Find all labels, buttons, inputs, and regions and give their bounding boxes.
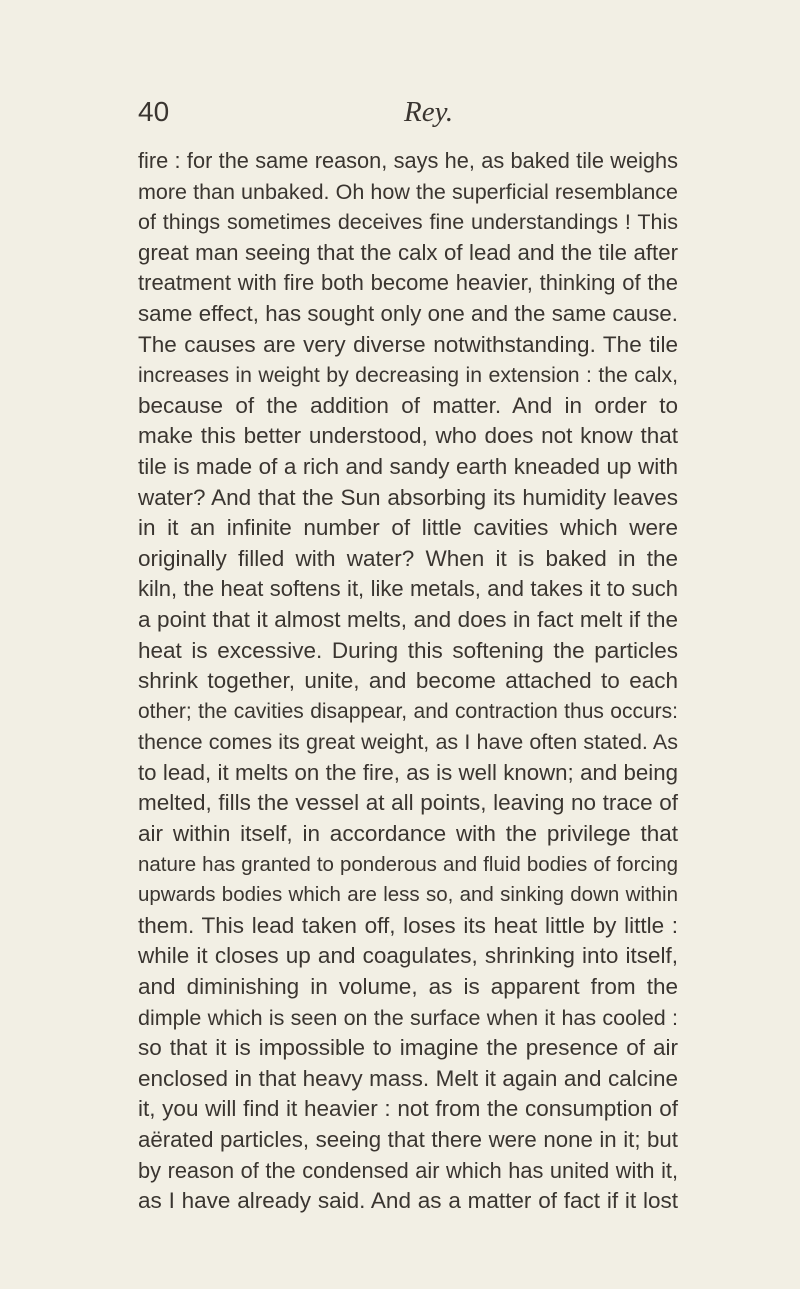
text-line: to lead, it melts on the fire, as is well known; and being — [138, 759, 678, 785]
text-line: The causes are very diverse notwithstanding. The tile — [138, 331, 678, 357]
text-line: aërated particles, seeing that there were none in it; but — [138, 1127, 678, 1152]
text-line: them. This lead taken off, loses its heat little by little : — [138, 912, 678, 938]
text-line: increases in weight by decreasing in extension : the calx, — [138, 363, 678, 388]
text-line: make this better understood, who does not know that — [138, 423, 678, 449]
text-line: melted, fills the vessel at all points, leaving no trace of — [138, 790, 678, 816]
body-text — [138, 146, 678, 1217]
text-line: of things sometimes deceives fine understandings ! This — [138, 210, 678, 235]
text-line: treatment with fire both become heavier, thinking of the — [138, 270, 678, 296]
text-line: it, you will find it heavier : not from the consumption of — [138, 1096, 678, 1122]
text-line: in it an infinite number of little cavities which were — [138, 515, 678, 541]
text-line: a point that it almost melts, and does in fact melt if the — [138, 606, 678, 632]
text-line: other; the cavities disappear, and contraction thus occurs: — [138, 699, 678, 723]
text-line: dimple which is seen on the surface when it has cooled : — [138, 1005, 678, 1030]
text-line: because of the addition of matter. And in order to — [138, 392, 678, 418]
text-line: water? And that the Sun absorbing its humidity leaves — [138, 484, 678, 510]
text-line: great man seeing that the calx of lead and the tile after — [138, 239, 678, 265]
page-number: 40 — [138, 96, 170, 127]
text-line: air within itself, in accordance with the privilege that — [138, 821, 678, 847]
text-line: fire : for the same reason, says he, as baked tile weighs — [138, 148, 678, 173]
text-line: as I have already said. And as a matter of fact if it lost — [138, 1188, 678, 1214]
text-line: so that it is impossible to imagine the presence of air — [138, 1035, 678, 1061]
text-line: more than unbaked. Oh how the superficial resemblance — [138, 179, 678, 204]
running-title: Rey. — [404, 96, 454, 128]
running-head — [138, 94, 678, 134]
text-line: kiln, the heat softens it, like metals, and takes it to such — [138, 576, 678, 602]
text-line: originally filled with water? When it is baked in the — [138, 545, 678, 571]
text-line: while it closes up and coagulates, shrinking into itself, — [138, 943, 678, 969]
text-line: shrink together, unite, and become attached to each — [138, 668, 678, 694]
text-line: heat is excessive. During this softening the particles — [138, 637, 678, 663]
text-line: nature has granted to ponderous and fluid bodies of forcing — [138, 852, 678, 876]
text-line: enclosed in that heavy mass. Melt it again and calcine — [138, 1065, 678, 1091]
text-line: tile is made of a rich and sandy earth kneaded up with — [138, 453, 678, 479]
text-line: upwards bodies which are less so, and sinking down within — [138, 883, 678, 907]
text-line: same effect, has sought only one and the same cause. — [138, 300, 678, 326]
text-line: thence comes its great weight, as I have often stated. As — [138, 730, 678, 755]
text-line: and diminishing in volume, as is apparent from the — [138, 974, 678, 1000]
text-line: by reason of the condensed air which has united with it, — [138, 1157, 678, 1183]
